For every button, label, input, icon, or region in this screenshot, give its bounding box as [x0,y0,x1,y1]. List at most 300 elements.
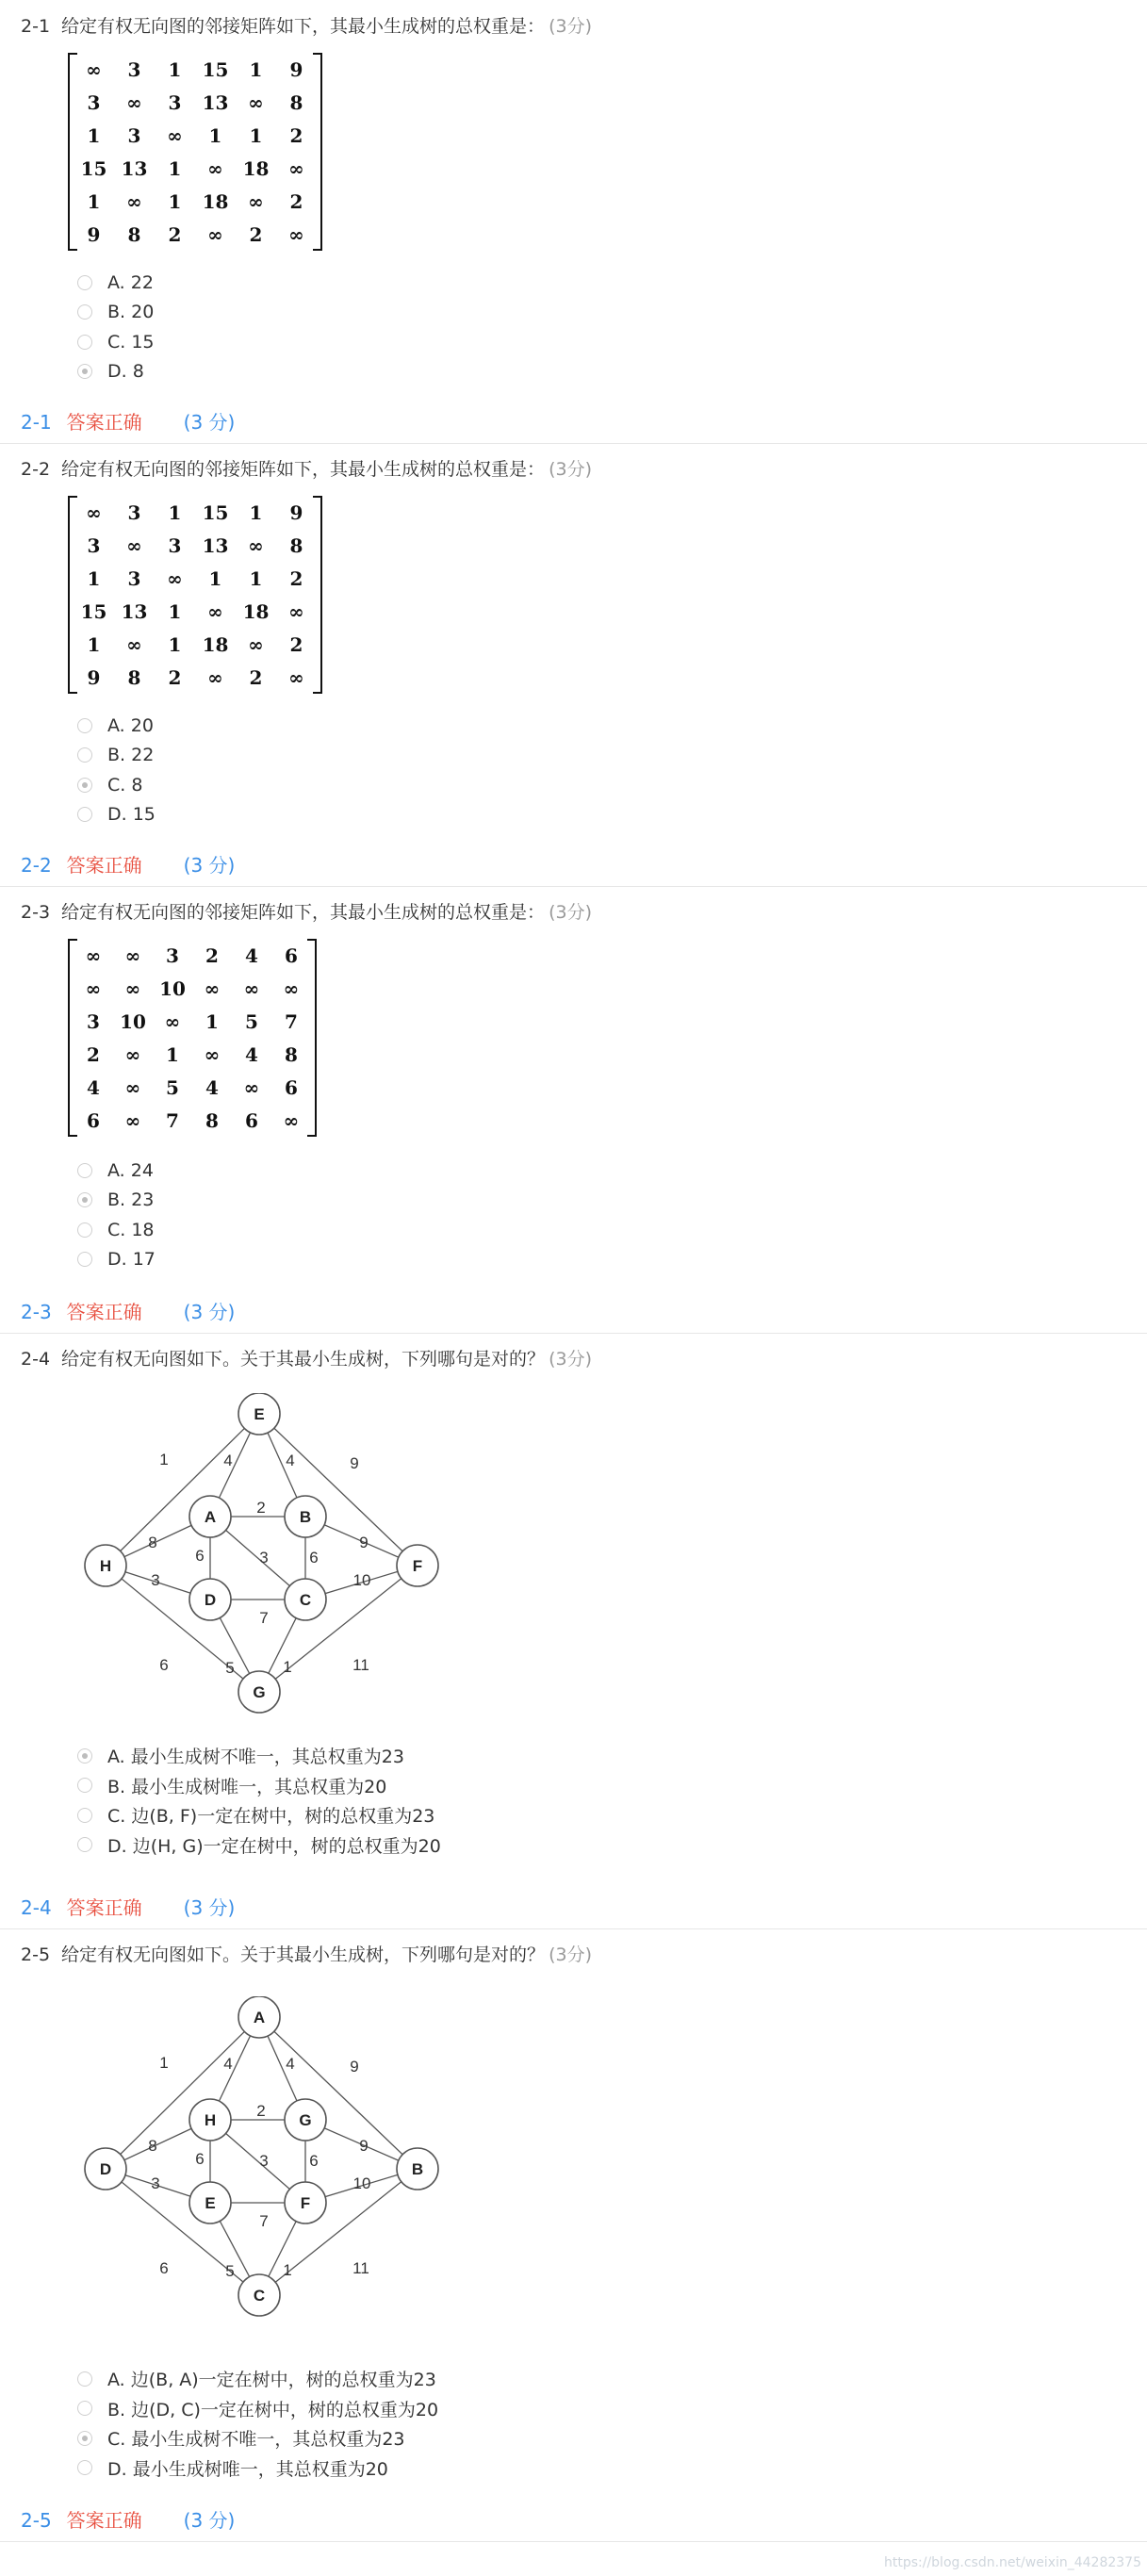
matrix-cell: ∞ [124,976,141,1000]
matrix-cell: 9 [289,57,303,81]
matrix-cell: 3 [127,500,141,524]
node-label: E [254,1405,265,1423]
question-prompt: 给定有权无向图的邻接矩阵如下，其最小生成树的总权重是： [61,902,546,923]
node-label: A [253,2009,266,2026]
question-id: 2-3 [21,902,51,923]
radio-button[interactable] [77,304,92,320]
result-id: 2-5 [21,2509,52,2532]
option-item[interactable] [77,1771,441,1801]
radio-button[interactable] [77,807,92,822]
matrix-cell: 2 [205,943,219,967]
result-row [21,409,235,435]
weighted-graph [75,1996,452,2336]
node-label: H [99,1557,112,1575]
matrix-cell: ∞ [126,189,142,213]
option-item[interactable] [77,2453,438,2484]
option-item[interactable] [77,800,156,830]
result-status: 答案正确 [66,1896,142,1919]
matrix-cell: 10 [120,1009,146,1033]
matrix-cell: 15 [80,599,107,623]
matrix-cell: ∞ [283,976,300,1000]
question-prompt: 给定有权无向图如下。关于其最小生成树，下列哪句是对的？ [61,1944,546,1965]
edge-weight: 10 [352,1571,371,1589]
option-label: D. 15 [107,804,156,826]
option-label: B. 最小生成树唯一，其总权重为20 [107,1776,387,1797]
node-label: E [205,2194,216,2212]
option-label: B. 边(D, C)一定在树中，树的总权重为20 [107,2399,439,2420]
option-label: A. 20 [107,714,154,736]
matrix-cell: ∞ [124,1075,141,1099]
node-label: B [299,1508,312,1526]
matrix-row [74,218,317,251]
matrix-row [74,53,317,86]
question-prompt: 给定有权无向图的邻接矩阵如下，其最小生成树的总权重是： [61,16,546,37]
matrix-row [74,185,317,218]
option-label: D. 17 [107,1249,156,1271]
result-score: (3 分) [183,411,236,434]
divider [0,443,1147,444]
radio-button[interactable] [77,1808,92,1823]
matrix-cell: 3 [168,90,182,114]
edge-weight: 9 [359,1534,369,1551]
matrix-right-bracket [307,939,317,1137]
matrix-cell: ∞ [164,1009,181,1033]
graph-edge [106,1566,259,1692]
matrix-cell: 2 [249,665,263,689]
result-status: 答案正确 [66,854,142,877]
matrix-right-bracket [313,53,322,251]
matrix-cell: ∞ [85,976,102,1000]
option-label: C. 18 [107,1219,155,1240]
matrix-cell: 10 [159,976,186,1000]
matrix-cell: 18 [242,599,270,623]
matrix-cell: 3 [87,90,101,114]
matrix-cell: 1 [168,599,182,623]
matrix-cell: ∞ [288,665,304,689]
matrix-row [74,562,317,595]
matrix-cell: ∞ [126,632,142,656]
option-label: B. 22 [107,745,155,766]
matrix-cell: 1 [208,566,222,590]
option-label: A. 最小生成树不唯一，其总权重为23 [107,1747,404,1768]
graph-edge [106,2169,259,2295]
edge-weight: 4 [286,2055,295,2073]
result-row [21,852,235,878]
matrix-row [74,1005,311,1038]
matrix-cell: 18 [202,189,229,213]
question-score: (3分) [549,16,592,37]
matrix-cell: 4 [205,1075,219,1099]
matrix-cell: 3 [87,1009,100,1033]
edge-weight: 3 [151,2174,160,2192]
edge-weight: 9 [350,1454,359,1472]
matrix-cell: ∞ [167,566,183,590]
watermark: https://blog.csdn.net/weixin_44282375 [883,2555,1141,2570]
adjacency-matrix [68,53,322,251]
matrix-cell: 2 [289,189,303,213]
matrix-cell: 2 [87,1042,100,1066]
matrix-cell: 13 [202,533,229,557]
question-header [21,13,592,40]
matrix-cell: 1 [87,123,101,147]
edge-weight: 1 [159,2054,169,2072]
edge-weight: 8 [148,1534,157,1551]
question-header [21,899,592,926]
graph-edge [106,2017,259,2169]
option-label: D. 最小生成树唯一，其总权重为20 [107,2458,388,2480]
edge-weight: 11 [352,2259,369,2277]
matrix-cell: 4 [245,1042,258,1066]
option-list [77,711,156,829]
option-item[interactable] [77,268,155,298]
matrix-cell: 2 [289,566,303,590]
matrix-cell: ∞ [124,1108,141,1132]
node-label: B [411,2160,424,2178]
edge-weight: 7 [259,2212,269,2230]
result-row [21,1895,235,1921]
option-list [77,268,155,386]
matrix-cell: 9 [87,222,101,246]
radio-button[interactable] [77,2431,92,2446]
radio-button[interactable] [77,1748,92,1764]
matrix-cell: ∞ [243,1075,260,1099]
matrix-cell: 13 [121,599,148,623]
matrix-cell: 6 [245,1108,258,1132]
matrix-cell: 2 [289,632,303,656]
matrix-cell: 7 [166,1108,179,1132]
matrix-cell: 1 [166,1042,179,1066]
edge-weight: 10 [352,2174,371,2192]
matrix-cell: 1 [168,57,182,81]
matrix-cell: ∞ [248,189,264,213]
radio-button[interactable] [77,1222,92,1238]
matrix-cell: ∞ [243,976,260,1000]
edge-weight: 6 [159,2259,169,2277]
radio-button[interactable] [77,1163,92,1178]
matrix-cell: 1 [87,632,101,656]
question-score: (3分) [549,1944,592,1965]
matrix-row [74,119,317,152]
option-item[interactable] [77,2423,438,2453]
matrix-cell: 3 [127,123,141,147]
question-prompt: 给定有权无向图的邻接矩阵如下，其最小生成树的总权重是： [61,459,546,480]
edge-weight: 3 [151,1571,160,1589]
matrix-cell: 7 [285,1009,298,1033]
radio-button[interactable] [77,2371,92,2387]
matrix-cell: ∞ [207,156,223,180]
option-label: D. 边(H, G)一定在树中，树的总权重为20 [107,1835,441,1857]
matrix-cell: 6 [285,1075,298,1099]
matrix-cell: 2 [289,123,303,147]
edge-weight: 7 [259,1609,269,1627]
edge-weight: 9 [359,2137,369,2155]
matrix-cell: ∞ [288,222,304,246]
option-label: A. 22 [107,271,154,293]
matrix-cell: 1 [249,57,263,81]
option-item[interactable] [77,1800,441,1830]
matrix-cell: 8 [205,1108,219,1132]
matrix-cell: 1 [205,1009,219,1033]
matrix-cell: ∞ [124,1042,141,1066]
option-list [77,2364,438,2483]
matrix-cell: 5 [166,1075,179,1099]
divider [0,2541,1147,2542]
question-score: (3分) [549,459,592,480]
option-label: D. 8 [107,361,144,383]
matrix-cell: 5 [245,1009,258,1033]
divider [0,1333,1147,1334]
matrix-cell: ∞ [207,665,223,689]
question-id: 2-5 [21,1944,51,1965]
radio-button[interactable] [77,2401,92,2416]
matrix-left-bracket [68,53,77,251]
option-item[interactable] [77,770,156,800]
option-item[interactable] [77,2364,438,2394]
matrix-cell: 15 [80,156,107,180]
matrix-cell: ∞ [283,1108,300,1132]
option-item[interactable] [77,1186,156,1216]
question-id: 2-4 [21,1349,51,1370]
edge-weight: 2 [256,1499,266,1517]
radio-button[interactable] [77,1837,92,1852]
edge-weight: 1 [283,2261,292,2279]
node-label: C [253,2287,266,2305]
option-item[interactable] [77,327,155,357]
matrix-cell: 8 [127,222,141,246]
matrix-row [74,661,317,694]
matrix-cell: ∞ [85,943,102,967]
radio-button[interactable] [77,335,92,350]
matrix-cell: 6 [87,1108,100,1132]
edge-weight: 3 [259,2152,269,2170]
question-score: (3分) [549,1349,592,1370]
question-id: 2-1 [21,16,51,37]
matrix-cell: 1 [168,632,182,656]
matrix-row [74,1038,311,1071]
graph-edge [259,1414,418,1566]
node-label: F [300,2194,311,2212]
node-label: H [204,2111,217,2129]
question-header [21,456,592,483]
matrix-cell: 2 [249,222,263,246]
option-list [77,1156,156,1274]
radio-button[interactable] [77,275,92,290]
option-label: C. 8 [107,774,143,796]
graph-edge [106,1414,259,1566]
matrix-row [74,86,317,119]
matrix-cell: ∞ [207,599,223,623]
matrix-cell: 8 [289,90,303,114]
edge-weight: 1 [283,1658,292,1676]
option-item[interactable] [77,2394,438,2424]
adjacency-matrix [68,939,317,1137]
matrix-cell: 2 [168,222,182,246]
matrix-cell: 3 [166,943,179,967]
edge-weight: 3 [259,1549,269,1567]
result-score: (3 分) [183,2509,236,2532]
matrix-cell: 3 [127,566,141,590]
node-label: D [204,1591,217,1609]
matrix-cell: 15 [202,500,229,524]
matrix-cell: 4 [87,1075,100,1099]
edge-weight: 4 [223,2055,233,2073]
question-header [21,1346,592,1372]
radio-button[interactable] [77,778,92,793]
matrix-cell: ∞ [248,90,264,114]
option-item[interactable] [77,1830,441,1861]
option-label: A. 24 [107,1159,154,1181]
matrix-row [74,972,311,1005]
question-score: (3分) [549,902,592,923]
radio-button[interactable] [77,1192,92,1207]
result-status: 答案正确 [66,1301,142,1323]
matrix-row [74,939,311,972]
matrix-cell: 3 [127,57,141,81]
option-label: B. 20 [107,302,155,323]
matrix-cell: 2 [168,665,182,689]
adjacency-matrix [68,496,322,694]
matrix-cell: 3 [168,533,182,557]
option-item[interactable] [77,741,156,771]
edge-weight: 5 [225,2262,235,2280]
radio-button[interactable] [77,1778,92,1793]
divider [0,1928,1147,1929]
matrix-row [74,152,317,185]
matrix-cell: 1 [249,566,263,590]
matrix-cell: 1 [249,500,263,524]
option-item[interactable] [77,1245,156,1275]
matrix-cell: 8 [285,1042,298,1066]
result-score: (3 分) [183,1301,236,1323]
matrix-right-bracket [313,496,322,694]
matrix-cell: ∞ [248,632,264,656]
result-row [21,2507,235,2534]
matrix-cell: 8 [289,533,303,557]
question-prompt: 给定有权无向图如下。关于其最小生成树，下列哪句是对的？ [61,1349,546,1370]
matrix-cell: 8 [127,665,141,689]
node-label: D [99,2160,112,2178]
matrix-row [74,1104,311,1137]
matrix-cell: ∞ [124,943,141,967]
matrix-cell: 6 [285,943,298,967]
result-id: 2-3 [21,1301,52,1323]
node-label: F [412,1557,423,1575]
result-id: 2-4 [21,1896,52,1919]
matrix-cell: ∞ [207,222,223,246]
matrix-cell: 15 [202,57,229,81]
matrix-cell: ∞ [86,57,102,81]
option-label: C. 15 [107,331,155,353]
question-header [21,1942,592,1968]
matrix-cell: 1 [208,123,222,147]
matrix-cell: 1 [87,566,101,590]
option-label: C. 最小生成树不唯一，其总权重为23 [107,2429,405,2451]
matrix-left-bracket [68,496,77,694]
option-item[interactable] [77,357,155,387]
radio-button[interactable] [77,747,92,763]
edge-weight: 6 [195,2150,205,2168]
node-label: A [204,1508,217,1526]
option-item[interactable] [77,711,156,741]
weighted-graph [75,1393,452,1732]
matrix-cell: ∞ [204,1042,221,1066]
matrix-cell: 13 [202,90,229,114]
matrix-cell: ∞ [86,500,102,524]
result-id: 2-2 [21,854,52,877]
edge-weight: 5 [225,1659,235,1677]
matrix-row [74,595,317,628]
matrix-row [74,496,317,529]
matrix-cell: ∞ [204,976,221,1000]
result-score: (3 分) [183,854,236,877]
matrix-left-bracket [68,939,77,1137]
edge-weight: 6 [309,2152,319,2170]
graph-edge [259,2017,418,2169]
radio-button[interactable] [77,2460,92,2475]
matrix-cell: 1 [168,500,182,524]
radio-button[interactable] [77,718,92,733]
edge-weight: 6 [309,1549,319,1567]
edge-weight: 6 [195,1547,205,1565]
option-item[interactable] [77,298,155,328]
matrix-cell: 9 [87,665,101,689]
matrix-cell: 18 [242,156,270,180]
result-score: (3 分) [183,1896,236,1919]
matrix-cell: 1 [249,123,263,147]
matrix-cell: ∞ [126,533,142,557]
option-item[interactable] [77,1215,156,1245]
matrix-cell: ∞ [248,533,264,557]
edge-weight: 2 [256,2102,266,2120]
radio-button[interactable] [77,1252,92,1267]
matrix-cell: 9 [289,500,303,524]
option-item[interactable] [77,1741,441,1771]
matrix-cell: 3 [87,533,101,557]
result-row [21,1299,235,1325]
matrix-cell: 1 [168,189,182,213]
matrix-cell: 4 [245,943,258,967]
edge-weight: 11 [352,1656,369,1674]
option-label: B. 23 [107,1190,155,1211]
matrix-cell: ∞ [288,599,304,623]
option-label: C. 边(B, F)一定在树中，树的总权重为23 [107,1806,435,1828]
node-label: G [253,1683,266,1701]
matrix-row [74,1071,311,1104]
option-label: A. 边(B, A)一定在树中，树的总权重为23 [107,2370,436,2391]
result-status: 答案正确 [66,2509,142,2532]
matrix-cell: 1 [168,156,182,180]
edge-weight: 9 [350,2058,359,2076]
option-item[interactable] [77,1156,156,1186]
node-label: G [299,2111,312,2129]
question-id: 2-2 [21,459,51,480]
matrix-cell: 18 [202,632,229,656]
radio-button[interactable] [77,364,92,379]
matrix-row [74,628,317,661]
matrix-cell: ∞ [167,123,183,147]
edge-weight: 4 [223,1452,233,1469]
result-id: 2-1 [21,411,52,434]
matrix-row [74,529,317,562]
result-status: 答案正确 [66,411,142,434]
matrix-cell: ∞ [288,156,304,180]
matrix-cell: 13 [121,156,148,180]
edge-weight: 4 [286,1452,295,1469]
edge-weight: 6 [159,1656,169,1674]
divider [0,886,1147,887]
matrix-cell: 1 [87,189,101,213]
edge-weight: 1 [159,1451,169,1468]
